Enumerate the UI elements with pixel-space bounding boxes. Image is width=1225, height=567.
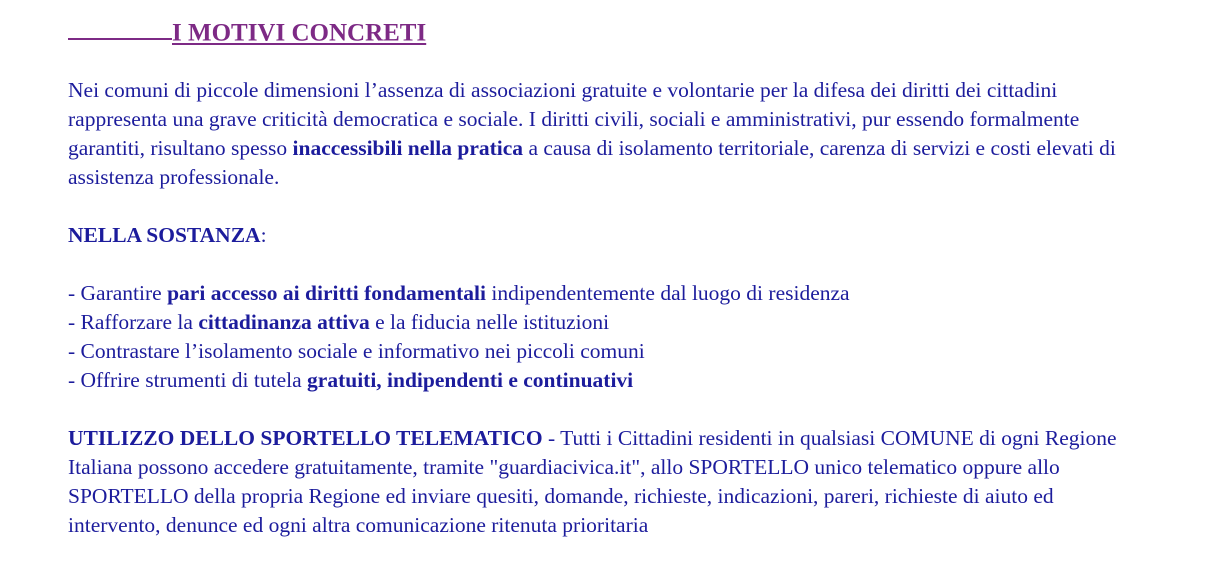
page-title bbox=[68, 14, 1095, 48]
substance-bullet-list bbox=[68, 279, 1146, 395]
substance-heading: NELLA SOSTANZA: bbox=[68, 223, 267, 248]
usage-paragraph: UTILIZZO DELLO SPORTELLO TELEMATICO - Tutti i Cittadini residenti in qualsiasi COMUNE di ogni Regione Italiana possono accedere gratuitamente, tramite "guardiacivica.it", allo SPORTELLO unico telematico oppure allo SPORTELLO della propria Regione ed inviare quesiti, domande, richieste, indicazioni, pareri, richieste di aiuto ed intervento, denunce ed ogni altra comunicazione ritenuta prioritaria bbox=[68, 426, 1117, 538]
bullet-line: - Contrastare l’isolamento sociale e informativo nei piccoli comuni bbox=[68, 339, 645, 364]
page-title-text: I MOTIVI CONCRETI bbox=[172, 19, 427, 47]
intro-paragraph: Nei comuni di piccole dimensioni l’assenza di associazioni gratuite e volontarie per la difesa dei diritti dei cittadini rappresenta una grave criticità democratica e sociale. I diritti civili, sociali e amministrativi, pur essendo formalmente garantiti, risultano spesso inaccessibili nella pratica a causa di isolamento territoriale, carenza di servizi e costi elevati di assistenza professionale. bbox=[68, 78, 1116, 190]
bullet-line: - Garantire pari accesso ai diritti fondamentali indipendentemente dal luogo di residenza bbox=[68, 281, 850, 306]
title-underline-lead bbox=[68, 14, 172, 40]
bullet-line: - Offrire strumenti di tutela gratuiti, indipendenti e continuativi bbox=[68, 368, 634, 393]
bullet-line: - Rafforzare la cittadinanza attiva e la fiducia nelle istituzioni bbox=[68, 310, 610, 335]
